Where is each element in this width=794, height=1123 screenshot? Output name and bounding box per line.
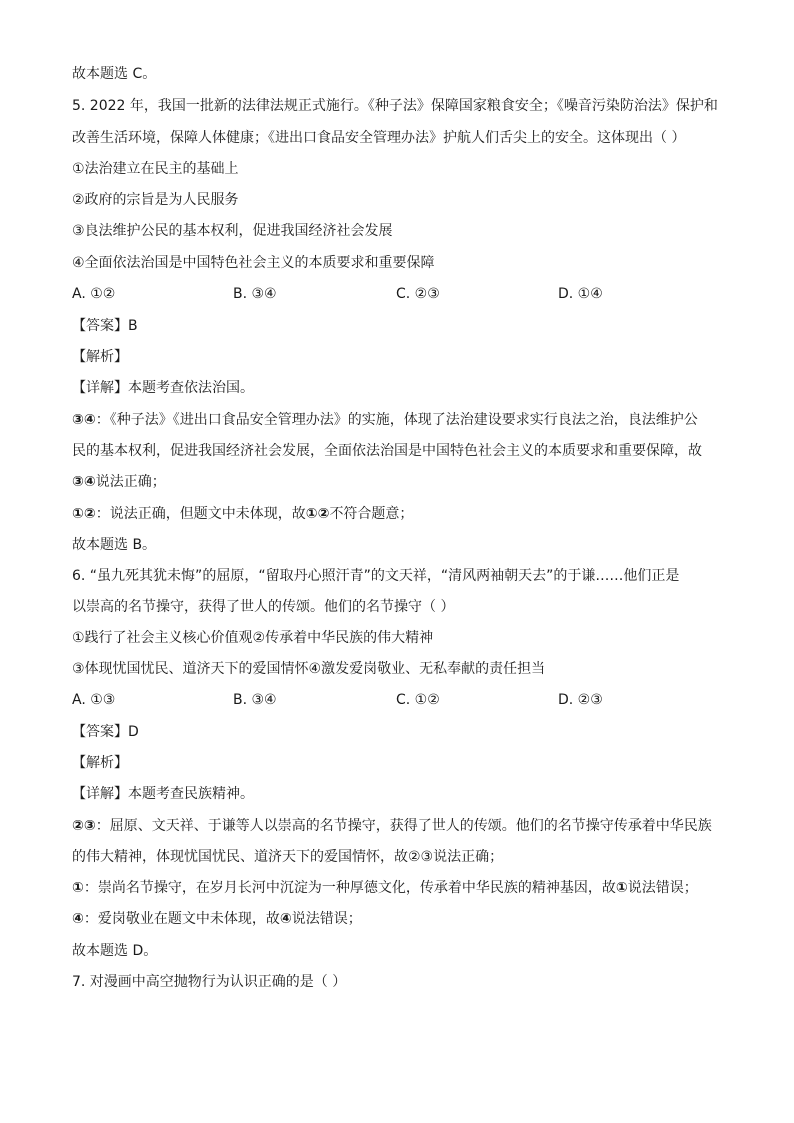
q5-option-c: C. ②③ [396,286,440,302]
q6-analysis-heading: 【解析】 [72,755,128,771]
q5-explanation-line-2: 民的基本权利，促进我国经济社会发展，全面依法治国是中国特色社会主义的本质要求和重要保障，故 [72,443,702,459]
q5-statement-4: ④全面依法治国是中国特色社会主义的本质要求和重要保障 [72,255,435,271]
q5-option-a: A. ①② [72,286,116,302]
q5-option-d: D. ①④ [558,286,603,302]
q6-option-b: B. ③④ [233,692,277,708]
q5-statement-1: ①法治建立在民主的基础上 [72,161,239,177]
q5-statement-2: ②政府的宗旨是为人民服务 [72,192,239,208]
q6-answer: 【答案】D [72,724,139,740]
q6-statement-line-1: ①践行了社会主义核心价值观②传承着中华民族的伟大精神 [72,630,434,646]
q6-stem-line-1: 6. “虽九死其犹未悔”的屈原，“留取丹心照汗青”的文天祥，“清风两袖朝天去”的于谦……他们正是 [72,568,680,584]
q6-option-a: A. ①③ [72,692,116,708]
q6-explanation-line-2: 的伟大精神，体现忧国忧民、道济天下的爱国情怀，故②③说法正确； [72,849,504,865]
q6-conclusion: 故本题选 D。 [72,943,158,959]
q5-stem-line-1: 5. 2022 年，我国一批新的法律法规正式施行。《种子法》保障国家粮食安全；《噪音污染防治法》保护和 [72,98,718,114]
q5-statement-3: ③良法维护公民的基本权利，促进我国经济社会发展 [72,223,393,239]
q5-conclusion: 故本题选 B。 [72,537,157,553]
q6-stem-line-2: 以崇高的名节操守，获得了世人的传颂。他们的名节操守（ ） [72,599,455,615]
q6-detail: 【详解】本题考查民族精神。 [72,786,254,802]
q7-stem: 7. 对漫画中高空抛物行为认识正确的是（ ） [72,974,347,990]
q5-answer: 【答案】B [72,318,138,334]
q5-detail: 【详解】本题考查依法治国。 [72,380,254,396]
q5-option-b: B. ③④ [233,286,277,302]
q5-options [72,284,712,304]
q5-analysis-heading: 【解析】 [72,349,128,365]
q6-explanation-line-3: ①：崇尚名节操守，在岁月长河中沉淀为一种厚德文化，传承着中华民族的精神基因，故①说法错误； [72,880,698,896]
q6-explanation-line-1: ②③：屈原、文天祥、于谦等人以崇高的名节操守，获得了世人的传颂。他们的名节操守传承着中华民族 [72,818,712,834]
q6-explanation-line-4: ④：爱岗敬业在题文中未体现，故④说法错误； [72,911,362,927]
q6-options [72,690,712,710]
q5-explanation-line-4: ①②：说法正确，但题文中未体现，故①②不符合题意； [72,506,414,522]
q6-option-c: C. ①② [396,692,440,708]
q5-stem-line-2: 改善生活环境，保障人体健康；《进出口食品安全管理办法》护航人们舌尖上的安全。这体现出（ ） [72,130,686,146]
q4-conclusion: 故本题选 C。 [72,66,157,82]
q6-option-d: D. ②③ [558,692,603,708]
q5-explanation-line-3: ③④说法正确； [72,474,166,490]
q6-statement-line-2: ③体现忧国忧民、道济天下的爱国情怀④激发爱岗敬业、无私奉献的责任担当 [72,661,546,677]
q5-explanation-line-1: ③④：《种子法》《进出口食品安全管理办法》的实施，体现了法治建设要求实行良法之治，良法维护公 [72,412,698,428]
